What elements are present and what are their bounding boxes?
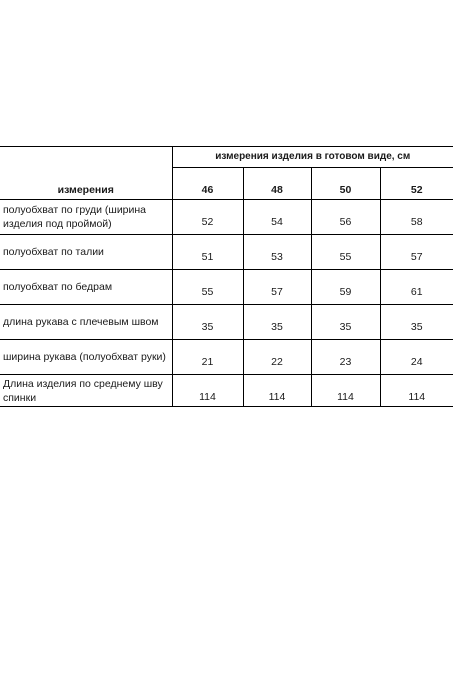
cell-value: 55: [311, 235, 380, 270]
cell-value: 114: [172, 375, 243, 407]
cell-value: 22: [243, 340, 311, 375]
cell-value: 35: [380, 305, 453, 340]
cell-value: 35: [172, 305, 243, 340]
table-row: [0, 235, 453, 270]
measure-header: измерения: [0, 168, 172, 200]
table-row: [0, 200, 453, 235]
row-label: полуобхват по талии: [0, 235, 172, 270]
cell-value: 61: [380, 270, 453, 305]
size-table: [0, 146, 453, 407]
table-row: [0, 340, 453, 375]
row-label: длина рукава с плечевым швом: [0, 305, 172, 340]
table-row: [0, 305, 453, 340]
header-blank-cell: [0, 147, 172, 168]
row-label: полуобхват по груди (ширина изделия под проймой): [0, 200, 172, 235]
cell-value: 21: [172, 340, 243, 375]
size-header: 52: [380, 168, 453, 200]
cell-value: 24: [380, 340, 453, 375]
table-header-group-row: [0, 147, 453, 168]
row-label: ширина рукава (полуобхват руки): [0, 340, 172, 375]
table-row: [0, 375, 453, 407]
cell-value: 59: [311, 270, 380, 305]
cell-value: 51: [172, 235, 243, 270]
cell-value: 56: [311, 200, 380, 235]
row-label: полуобхват по бедрам: [0, 270, 172, 305]
cell-value: 58: [380, 200, 453, 235]
table-header-sizes-row: [0, 168, 453, 200]
cell-value: 52: [172, 200, 243, 235]
cell-value: 53: [243, 235, 311, 270]
cell-value: 114: [380, 375, 453, 407]
cell-value: 54: [243, 200, 311, 235]
table-row: [0, 270, 453, 305]
cell-value: 114: [311, 375, 380, 407]
cell-value: 57: [380, 235, 453, 270]
cell-value: 35: [243, 305, 311, 340]
cell-value: 114: [243, 375, 311, 407]
size-header: 46: [172, 168, 243, 200]
row-label: Длина изделия по среднему шву спинки: [0, 375, 172, 407]
cell-value: 57: [243, 270, 311, 305]
cell-value: 55: [172, 270, 243, 305]
group-title: измерения изделия в готовом виде, см: [172, 147, 453, 168]
size-chart: [0, 146, 453, 407]
size-header: 48: [243, 168, 311, 200]
cell-value: 23: [311, 340, 380, 375]
size-header: 50: [311, 168, 380, 200]
cell-value: 35: [311, 305, 380, 340]
